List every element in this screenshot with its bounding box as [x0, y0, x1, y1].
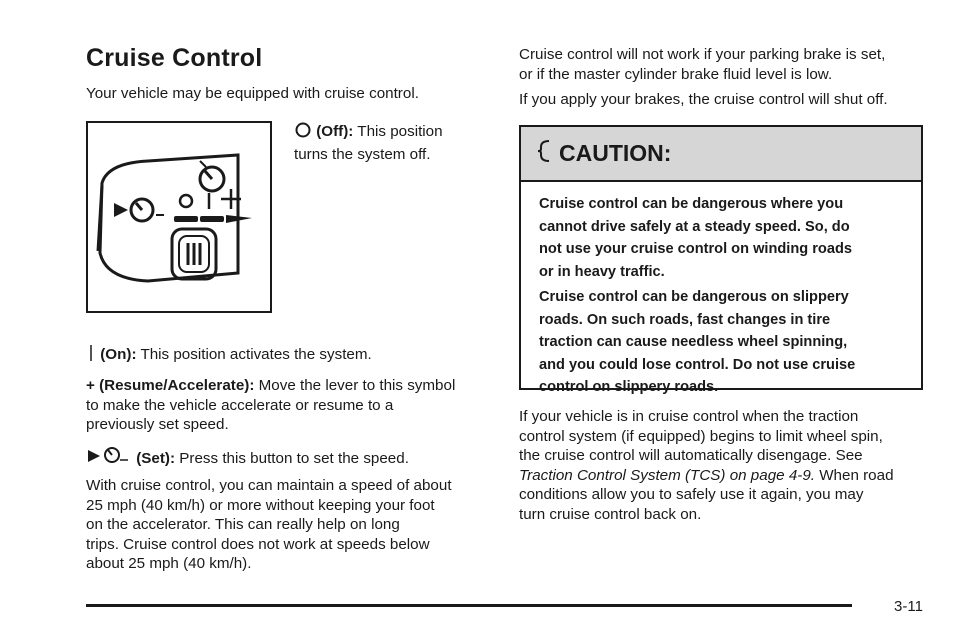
caution-line: control on slippery roads. — [539, 379, 719, 395]
resume-line1: Move the lever to this symbol — [258, 377, 456, 394]
caution-line: cannot drive safely at a steady speed. So, do — [539, 218, 850, 235]
set-text: Press this button to set the speed. — [179, 450, 409, 467]
resume-line3: previously set speed. — [86, 416, 229, 433]
speed-line: With cruise control, you can maintain a speed of about — [86, 477, 452, 494]
resume-description — [86, 376, 455, 435]
off-text-line1: This position — [357, 123, 443, 140]
traction-line: conditions allow you to safely use it again, you may — [519, 486, 864, 503]
caution-line: Cruise control can be dangerous on slippery — [539, 289, 849, 305]
caution-line: or in heavy traffic. — [539, 263, 665, 280]
caution-bracket-icon — [537, 139, 553, 168]
caution-line: Cruise control can be dangerous where you — [539, 196, 844, 212]
traction-line: turn cruise control back on. — [519, 505, 702, 523]
off-circle-icon — [294, 121, 312, 145]
caution-line: and you could lose control. Do not use cruise — [539, 356, 856, 373]
on-description — [86, 344, 372, 368]
speed-line: about 25 mph (40 km/h). — [86, 555, 252, 572]
cruise-lever-illustration — [86, 121, 272, 313]
set-arrow-icon — [86, 444, 132, 472]
resume-label: + (Resume/Accelerate): — [86, 377, 255, 394]
on-text: This position activates the system. — [140, 346, 372, 363]
tcs-page-reference-link[interactable]: Traction Control System (TCS) on page 4-9. — [519, 466, 815, 484]
speed-line: trips. Cruise control does not work at speeds below — [86, 535, 430, 553]
traction-line: If your vehicle is in cruise control when the traction — [519, 408, 859, 425]
traction-line: control system (if equipped) begins to limit wheel spin, — [519, 427, 883, 445]
page-title: Cruise Control — [86, 44, 263, 72]
footer-rule — [86, 604, 852, 607]
intro-text: Your vehicle may be equipped with cruise control. — [86, 85, 419, 102]
caution-box — [519, 125, 923, 395]
off-description — [294, 121, 443, 164]
caution-body — [521, 182, 921, 399]
set-label: (Set): — [136, 450, 176, 467]
apply-brakes-paragraph: If you apply your brakes, the cruise control will shut off. — [519, 91, 888, 108]
caution-line: roads. On such roads, fast changes in tire — [539, 311, 831, 328]
traction-line: When road — [815, 466, 894, 484]
caution-line: not use your cruise control on winding roads — [539, 241, 852, 257]
on-label: (On): — [100, 346, 137, 363]
traction-line: the cruise control will automatically disengage. See — [519, 447, 863, 464]
set-description — [86, 444, 409, 472]
page-number: 3-11 — [894, 598, 923, 615]
off-label: (Off): — [316, 123, 354, 140]
caution-header — [521, 127, 921, 182]
off-text-line2: turns the system off. — [294, 145, 431, 163]
brake-paragraph — [519, 45, 885, 84]
on-bar-icon — [86, 344, 96, 368]
speed-line: 25 mph (40 km/h) or more without keeping your foot — [86, 496, 435, 514]
brake-line: Cruise control will not work if your parking brake is set, — [519, 46, 886, 63]
speed-line: on the accelerator. This can really help on long — [86, 516, 400, 533]
lever-icon — [88, 123, 270, 311]
caution-paragraph-2 — [539, 286, 903, 399]
speed-paragraph — [86, 476, 452, 574]
resume-line2: to make the vehicle accelerate or resume to a — [86, 396, 394, 414]
caution-paragraph-1 — [539, 193, 903, 283]
caution-title: CAUTION: — [559, 140, 672, 166]
brake-line: or if the master cylinder brake fluid level is low. — [519, 65, 833, 83]
caution-line: traction can cause needless wheel spinning, — [539, 334, 848, 350]
traction-paragraph — [519, 407, 894, 524]
